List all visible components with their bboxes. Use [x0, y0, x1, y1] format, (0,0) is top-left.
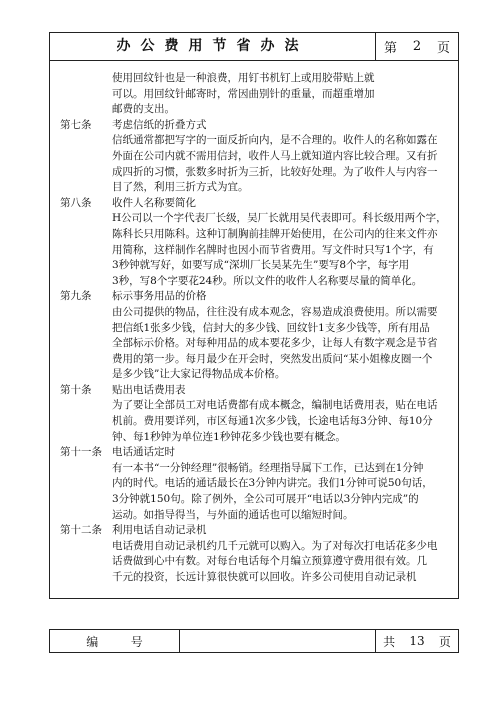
footer-label-char: 编 [86, 634, 99, 649]
body-line: 机前。费用要详列，市区每通1次多少钱，长途电话每3分钟、每10分 [112, 415, 433, 428]
body-line: 内的时代。电话的通话最长在3分钟内讲完。我们1分钟可说50句话， [112, 477, 433, 490]
section-number: 第十二条 [60, 524, 102, 537]
section-title: 考虑信纸的折叠方式 [112, 118, 207, 131]
body-line: 把信纸1张多少钱，信封大的多少钱、回纹针1支多少钱等，所有用品 [112, 321, 430, 334]
body-line: 3秒钟就写好，如要写成“深圳厂长吴某先生”要写8个字，每字用 [112, 259, 410, 272]
total-prefix: 共 [383, 634, 396, 649]
page-suffix: 页 [437, 41, 451, 56]
body-line: 外面在公司内就不需用信封，收件人马上就知道内容比较合理。又有折 [112, 149, 438, 162]
body-line: 陈科长只用陈科。这种订制胸前挂牌开始使用，在公司内的往来文件亦 [112, 227, 438, 240]
body-line: 全部标示价格。对每种用品的成本要花多少，让每人有数字观念是节省 [112, 337, 438, 350]
body-line: 信纸通常都把写字的一面反折向内，是不合理的。收件人的名称如露在 [112, 134, 438, 147]
section-number: 第十一条 [60, 446, 102, 459]
section-body [60, 461, 454, 523]
document-body [50, 61, 458, 598]
document-title: 办公费用节省办法 [50, 33, 376, 60]
section-body [60, 133, 454, 195]
page-prefix: 第 [383, 41, 397, 56]
intro-line: 使用回纹针也是一种浪费，用钉书机钉上或用胶带贴上就 [112, 72, 375, 84]
page-footer [49, 629, 459, 653]
section-heading [60, 383, 454, 399]
page-indicator [376, 33, 458, 60]
section-heading [60, 196, 454, 212]
body-line: 运动。如指导得当，与外面的通话也可以缩短时间。 [112, 508, 354, 521]
section-title: 收件人名称要简化 [112, 196, 196, 209]
section-number: 第七条 [60, 118, 92, 131]
body-line: 目了然，利用三折方式为宜。 [112, 181, 249, 194]
section-body [60, 398, 454, 445]
page-header [50, 33, 458, 61]
body-line: 3分钟就150句。除了例外，全公司可展开“电话以3分钟内完成”的 [112, 493, 419, 506]
section-heading [60, 118, 454, 134]
body-line: 费用的第一步。每月最少在开会时，突然发出质问“某小姐橡皮圈一个 [112, 352, 433, 365]
serial-number-field [180, 630, 376, 652]
footer-label-char: 号 [130, 634, 143, 649]
section-number: 第十条 [60, 383, 92, 396]
section-title: 利用电话自动记录机 [112, 524, 207, 537]
body-line: 是多少钱”让大家记得物品成本价格。 [112, 368, 286, 381]
body-line: 有一本书“一分钟经理”很畅销。经理指导属下工作，已达到在1分钟 [112, 461, 424, 474]
section-heading [60, 445, 454, 461]
total-pages-indicator [376, 630, 458, 652]
intro-line: 可以。用回纹针邮寄时，常因曲别针的重量，而超重增加 [112, 87, 375, 100]
section-heading [60, 523, 454, 539]
serial-number-label [50, 630, 180, 652]
section-title: 电话通话定时 [112, 446, 175, 459]
intro-line: 邮费的支出。 [112, 103, 175, 116]
section-body [60, 211, 454, 289]
body-line: 成四折的习惯，张数多时折为三折，比较好处理。为了收件人与内容一 [112, 165, 438, 178]
total-pages: 13 [409, 634, 425, 648]
body-line: H公司以一个字代表厂长级，吴厂长就用吴代表即可。科长级用两个字， [112, 212, 447, 225]
section-heading [60, 289, 454, 305]
section-body [60, 305, 454, 383]
page-number: 2 [412, 39, 422, 54]
body-line: 话费做到心中有数。对每台电话每个月编立预算遵守费用很有效。几 [112, 555, 427, 568]
body-line: 为了要让全部员工对电话费都有成本概念，编制电话费用表，贴在电话 [112, 399, 438, 412]
section-body [60, 539, 454, 586]
section-title: 标示事务用品的价格 [112, 290, 207, 303]
body-line: 钟、每1秒钟为单位连1秒钟花多少钱也要有概念。 [112, 430, 346, 443]
section-number: 第九条 [60, 290, 92, 303]
total-suffix: 页 [438, 634, 451, 649]
section-title: 贴出电话费用表 [112, 383, 186, 396]
document-frame [49, 32, 459, 599]
body-line: 由公司提供的物品，往往没有成本观念，容易造成浪费使用。所以需要 [112, 305, 438, 318]
body-line: 用简称，这样制作名牌时也因小而节省费用。写文件时只写1个字，有 [112, 243, 434, 256]
body-line: 千元的投资，长远计算很快就可以回收。许多公司使用自动记录机 [112, 571, 417, 583]
body-line: 3秒，写8个字要花24秒。所以文件的收件人名称要尽量的简单化。 [112, 274, 423, 287]
section-number: 第八条 [60, 196, 92, 209]
body-line: 电话费用自动记录机约几千元就可以购入。为了对每次打电话花多少电 [112, 539, 438, 552]
